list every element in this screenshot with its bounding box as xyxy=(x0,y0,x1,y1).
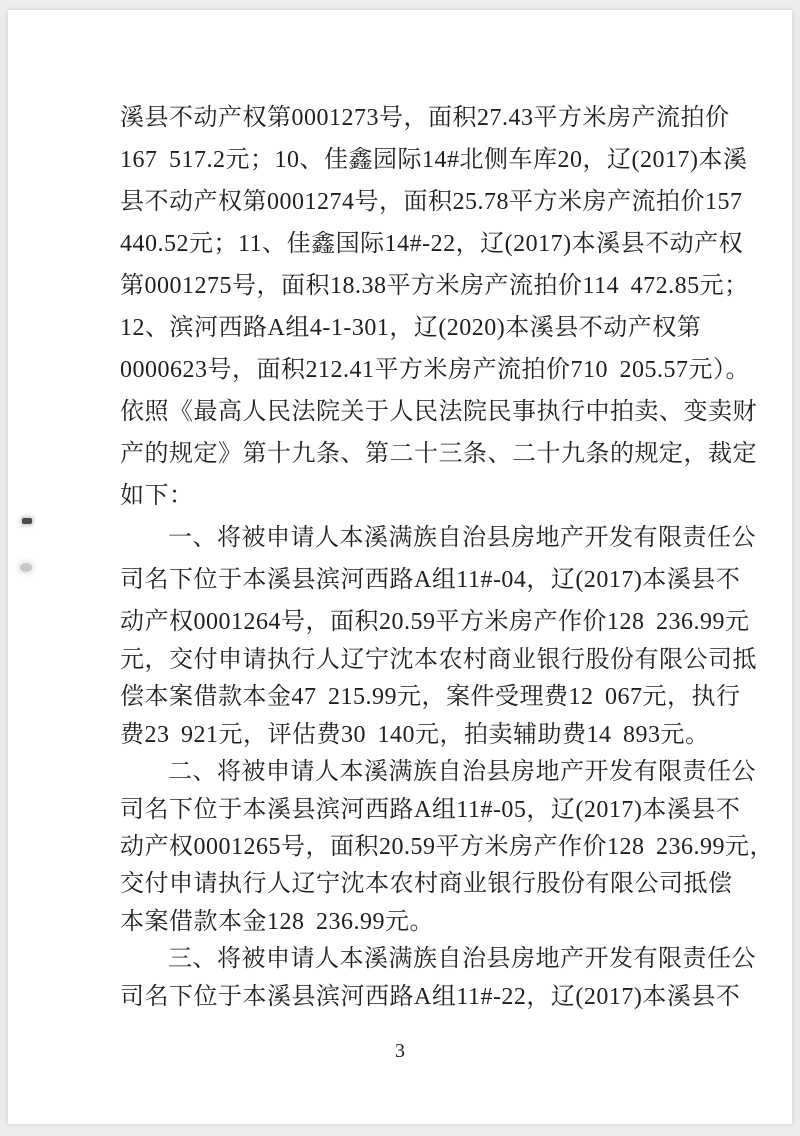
scan-smudge-mark xyxy=(20,563,32,572)
text-line: 12、滨河西路A组4-1-301，辽(2020)本溪县不动产权第 xyxy=(120,315,702,341)
text-line: 交付申请执行人辽宁沈本农村商业银行股份有限公司抵偿 xyxy=(120,871,733,898)
document-body-upper xyxy=(120,97,757,643)
text-line: 溪县不动产权第0001273号，面积27.43平方米房产流拍价 xyxy=(120,105,730,131)
text-line: 偿本案借款本金47 215.99元，案件受理费12 067元，执行 xyxy=(120,684,741,711)
text-line: 动产权0001265号，面积20.59平方米房产作价128 236.99元， xyxy=(120,834,774,861)
text-line-item-three: 三、将被申请人本溪满族自治县房地产开发有限责任公 xyxy=(168,946,756,973)
text-line: 元，交付申请执行人辽宁沈本农村商业银行股份有限公司抵 xyxy=(120,647,757,673)
text-line: 动产权0001264号，面积20.59平方米房产作价128 236.99元 xyxy=(120,609,750,635)
scan-smudge-mark xyxy=(22,518,32,524)
text-line: 167 517.2元；10、佳鑫园际14#北侧车库20，辽(2017)本溪 xyxy=(120,147,748,173)
text-line: 司名下位于本溪县滨河西路A组11#-04，辽(2017)本溪县不 xyxy=(120,567,741,593)
text-line-item-two: 二、将被申请人本溪满族自治县房地产开发有限责任公 xyxy=(168,759,756,786)
text-line: 司名下位于本溪县滨河西路A组11#-05，辽(2017)本溪县不 xyxy=(120,796,741,823)
text-line: 第0001275号，面积18.38平方米房产流拍价114 472.85元； xyxy=(120,273,749,299)
text-line: 依照《最高人民法院关于人民法院民事执行中拍卖、变卖财 xyxy=(120,399,757,425)
text-line: 司名下位于本溪县滨河西路A组11#-22，辽(2017)本溪县不 xyxy=(120,983,741,1010)
text-line: 产的规定》第十九条、第二十三条、二十九条的规定，裁定 xyxy=(120,441,757,467)
text-line: 如下： xyxy=(120,483,194,509)
text-line: 费23 921元，评估费30 140元，拍卖辅助费14 893元。 xyxy=(120,721,710,748)
page-number: 3 xyxy=(395,1040,405,1062)
text-line: 440.52元；11、佳鑫国际14#-22，辽(2017)本溪县不动产权 xyxy=(120,231,744,257)
text-line-item-one: 一、将被申请人本溪满族自治县房地产开发有限责任公 xyxy=(168,525,756,551)
text-line: 县不动产权第0001274号，面积25.78平方米房产流拍价157 xyxy=(120,189,743,215)
text-line: 0000623号，面积212.41平方米房产流拍价710 205.57元）。 xyxy=(120,357,750,383)
document-page xyxy=(8,10,792,1124)
text-line: 本案借款本金128 236.99元。 xyxy=(120,908,434,935)
document-body-lower xyxy=(120,642,774,1016)
